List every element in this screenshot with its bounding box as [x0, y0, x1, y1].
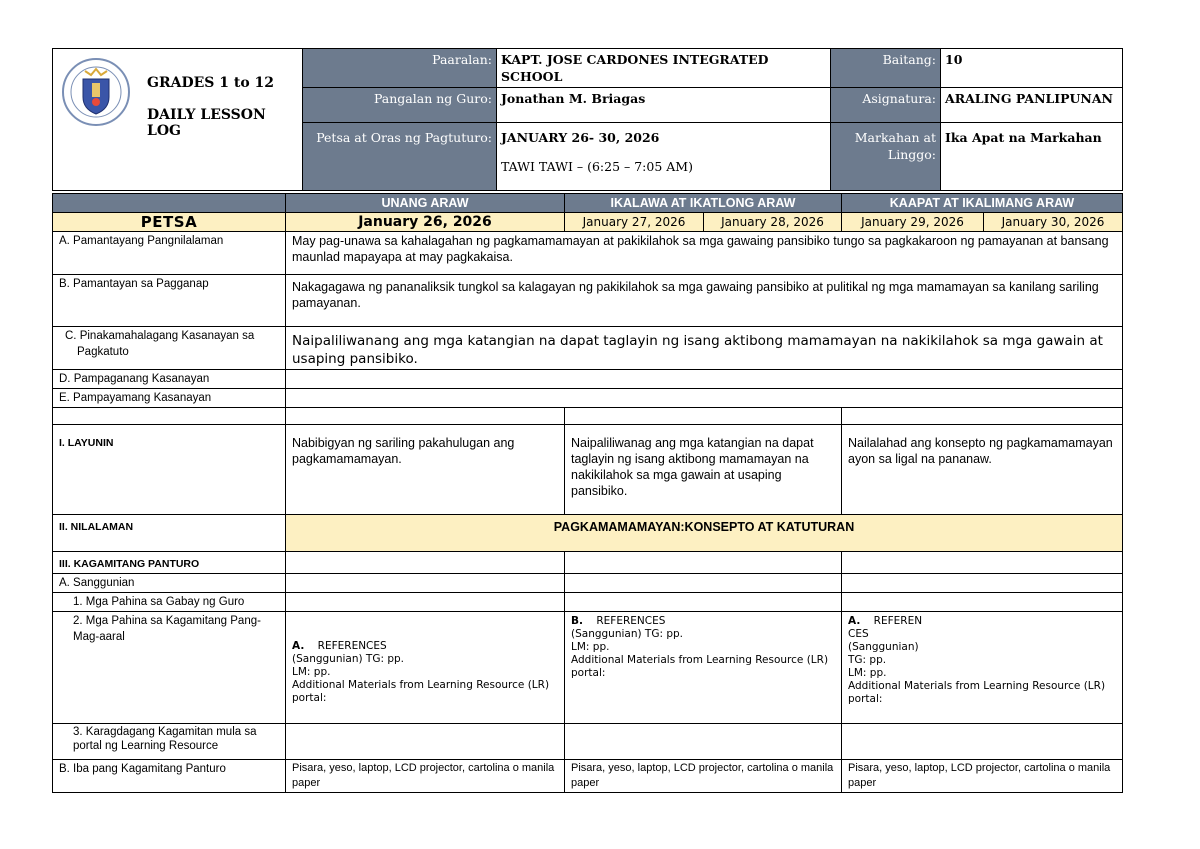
objective-day1: Nabibigyan ng sariling pakahulugan ang pagkamamamayan.	[286, 425, 565, 515]
title-daily-lesson-log: DAILY LESSON LOG	[147, 107, 266, 139]
other-materials-label: B. Iba pang Kagamitang Panturo	[53, 760, 286, 793]
performance-standard-text: Nakagagawa ng pananaliksik tungkol sa kalagayan ng pakikilahok sa mga gawaing pansibiko at pulitikal ng mga mamamayan sa kanilang sariling pamayanan.	[286, 275, 1123, 327]
spacer-day45	[842, 408, 1123, 425]
date-day1: January 26, 2026	[286, 213, 565, 232]
references-day23	[565, 574, 842, 593]
ref-tg: (Sanggunian) TG: pp.	[571, 628, 684, 640]
ref-sanggunian: (Sanggunian)	[848, 641, 919, 653]
school-value: KAPT. JOSE CARDONES INTEGRATED SCHOOL	[497, 49, 831, 88]
materials-day1	[286, 552, 565, 574]
references-label: A. Sanggunian	[53, 574, 286, 593]
ref-letter: B.	[571, 615, 583, 627]
ref-head-cont: CES	[848, 628, 869, 640]
ref-lm: LM: pp.	[571, 641, 610, 653]
spacer-day1	[286, 408, 565, 425]
lr-portal-day1	[286, 724, 565, 760]
date-time-value	[497, 123, 831, 191]
day1-header: UNANG ARAW	[286, 194, 565, 213]
date-day2: January 27, 2026	[565, 213, 704, 232]
ref-head: REFERENCES	[317, 640, 387, 652]
teacher-guide-pages-label: 1. Mga Pahina sa Gabay ng Guro	[53, 593, 286, 612]
ref-lm: LM: pp.	[848, 667, 887, 679]
spacer-cell	[53, 408, 286, 425]
day23-header: IKALAWA AT IKATLONG ARAW	[565, 194, 842, 213]
lesson-log-table	[52, 193, 1123, 793]
content-topic: PAGKAMAMAMAYAN:KONSEPTO AT KATUTURAN	[286, 515, 1123, 552]
date-day4: January 29, 2026	[842, 213, 984, 232]
teacher-label: Pangalan ng Guro:	[303, 88, 497, 123]
competency-text: Naipaliliwanang ang mga katangian na dapat taglayin ng isang aktibong mamamayan na nakikilahok sa mga gawain at usaping pansibiko.	[286, 327, 1123, 370]
deped-seal-icon	[61, 57, 131, 127]
subject-label: Asignatura:	[831, 88, 941, 123]
corner-cell	[53, 194, 286, 213]
day45-header: KAAPAT AT IKALIMANG ARAW	[842, 194, 1123, 213]
ref-additional: Additional Materials from Learning Resource (LR) portal:	[571, 654, 829, 679]
quarter-value: Ika Apat na Markahan	[941, 123, 1123, 191]
ref-additional: Additional Materials from Learning Resource (LR) portal:	[292, 679, 550, 704]
objective-day45: Nailalahad ang konsepto ng pagkamamamayan ayon sa ligal na pananaw.	[842, 425, 1123, 515]
date-time-label: Petsa at Oras ng Pagtuturo:	[303, 123, 497, 191]
quarter-label: Markahan at Linggo:	[831, 123, 941, 191]
materials-day45	[842, 552, 1123, 574]
ref-lm: LM: pp.	[292, 666, 331, 678]
references-day1	[286, 574, 565, 593]
spacer-day23	[565, 408, 842, 425]
lr-portal-day23	[565, 724, 842, 760]
materials-label: III. KAGAMITANG PANTURO	[53, 552, 286, 574]
date-day3: January 28, 2026	[704, 213, 842, 232]
ref-letter: A.	[848, 615, 861, 627]
objectives-label: I. LAYUNIN	[53, 425, 286, 515]
content-standard-label: A. Pamantayang Pangnilalaman	[53, 232, 286, 275]
enabling-skill-label: D. Pampaganang Kasanayan	[53, 370, 286, 389]
date-day5: January 30, 2026	[984, 213, 1123, 232]
ref-letter: A.	[292, 640, 305, 652]
grade-value: 10	[941, 49, 1123, 88]
date-range: JANUARY 26- 30, 2026	[501, 130, 660, 145]
teacher-guide-day1	[286, 593, 565, 612]
ref-head: REFEREN	[873, 615, 923, 627]
other-materials-day45: Pisara, yeso, laptop, LCD projector, cartolina o manila paper	[842, 760, 1123, 793]
school-label: Paaralan:	[303, 49, 497, 88]
lr-portal-day45	[842, 724, 1123, 760]
header-table	[52, 48, 1123, 191]
ref-additional: Additional Materials from Learning Resource (LR) portal:	[848, 680, 1106, 705]
class-time: TAWI TAWI – (6:25 – 7:05 AM)	[501, 159, 693, 174]
performance-standard-label: B. Pamantayan sa Pagganap	[53, 275, 286, 327]
teacher-guide-day23	[565, 593, 842, 612]
brand-cell	[53, 49, 303, 191]
references-day45	[842, 574, 1123, 593]
content-standard-text: May pag-unawa sa kahalagahan ng pagkamamamayan at pakikilahok sa mga gawaing pansibiko tungo sa pagkakaroon ng pamayanan at bansang maunlad mapayapa at may pagkakaisa.	[286, 232, 1123, 275]
ref-block-day1	[286, 612, 565, 724]
materials-day23	[565, 552, 842, 574]
grade-label: Baitang:	[831, 49, 941, 88]
other-materials-day1: Pisara, yeso, laptop, LCD projector, cartolina o manila paper	[286, 760, 565, 793]
other-materials-day23: Pisara, yeso, laptop, LCD projector, cartolina o manila paper	[565, 760, 842, 793]
competency-label: C. Pinakamahalagang Kasanayan sa Pagkatuto	[53, 327, 286, 370]
learner-material-pages-label: 2. Mga Pahina sa Kagamitang Pang- Mag-aaral	[53, 612, 286, 724]
petsa-label: PETSA	[53, 213, 286, 232]
title-grades: GRADES 1 to 12	[147, 75, 275, 91]
enrichment-skill-label: E. Pampayamang Kasanayan	[53, 389, 286, 408]
teacher-guide-day45	[842, 593, 1123, 612]
objective-day23: Naipaliliwanag ang mga katangian na dapat taglayin ng isang aktibong mamamayan na nakikilahok sa mga gawain at usaping pansibiko.	[565, 425, 842, 515]
ref-block-day23	[565, 612, 842, 724]
ref-tg: (Sanggunian) TG: pp.	[292, 653, 405, 665]
teacher-value: Jonathan M. Briagas	[497, 88, 831, 123]
ref-block-day45	[842, 612, 1123, 724]
lr-portal-label: 3. Karagdagang Kagamitan mula sa portal ng Learning Resource	[53, 724, 286, 760]
subject-value: ARALING PANLIPUNAN	[941, 88, 1123, 123]
ref-head: REFERENCES	[596, 615, 666, 627]
content-label: II. NILALAMAN	[53, 515, 286, 552]
ref-tg: TG: pp.	[848, 654, 887, 666]
enabling-skill-value	[286, 370, 1123, 389]
enrichment-skill-value	[286, 389, 1123, 408]
